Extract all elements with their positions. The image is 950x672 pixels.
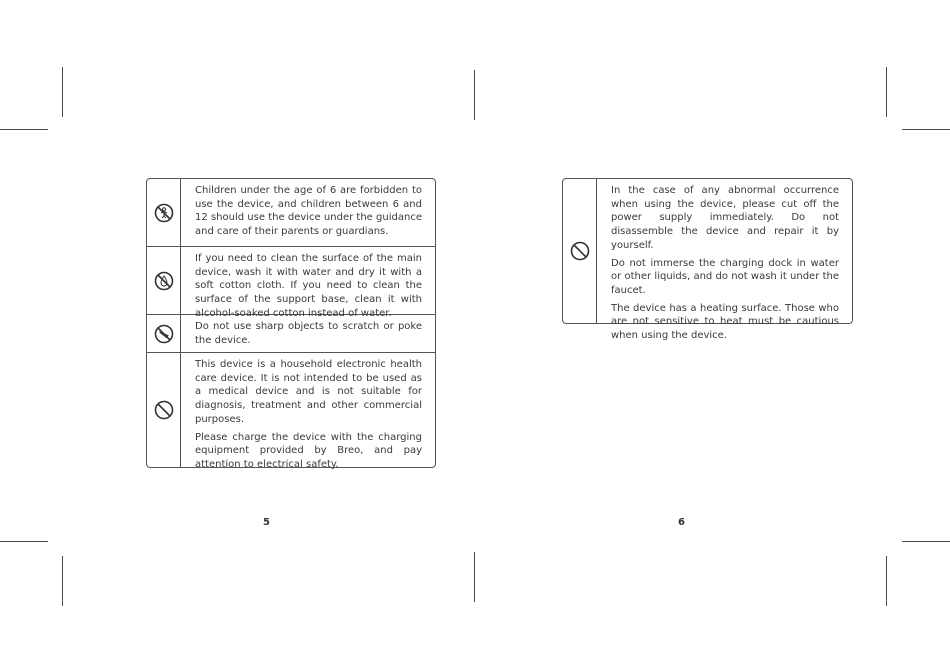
row-text: [181, 315, 435, 352]
crop-mark: [474, 552, 475, 602]
row-text: [181, 247, 435, 319]
crop-mark: [474, 70, 475, 120]
crop-mark: [886, 67, 887, 117]
paragraph: In the case of any abnormal occurrence when using the device, please cut off the power supply immediately. Do not disassemble the device and repair it by yourself.: [611, 185, 839, 251]
paragraph: If you need to clean the surface of the main device, wash it with water and dry it with a soft cotton cloth. If you need to clean the surface of the support base, clean it with alcohol-soaked cotton instead of water.: [195, 253, 422, 319]
crop-mark: [0, 129, 48, 130]
row-text: [181, 353, 435, 470]
paragraph: Please charge the device with the charging equipment provided by Breo, and pay attention to electrical safety.: [195, 431, 422, 470]
table-row: [147, 179, 435, 247]
no-children-icon: [147, 179, 181, 246]
crop-mark: [62, 556, 63, 606]
crop-mark: [902, 129, 950, 130]
crop-mark: [902, 541, 950, 542]
page-number: 6: [678, 517, 685, 528]
paragraph: Children under the age of 6 are forbidden to use the device, and children between 6 and 12 should use the device under the guidance and care of their parents or guardians.: [195, 185, 422, 238]
table-row: [563, 179, 852, 342]
table-row: [147, 353, 435, 470]
crop-mark: [886, 556, 887, 606]
prohibited-icon: [147, 353, 181, 467]
row-text: [597, 179, 852, 342]
table-row: [147, 315, 435, 353]
safety-table-left: [146, 178, 436, 468]
crop-mark: [62, 67, 63, 117]
paragraph: This device is a household electronic health care device. It is not intended to be used as a medical device and is not suitable for diagnosis, treatment and other commercial purposes.: [195, 359, 422, 425]
paragraph: The device has a heating surface. Those who are not sensitive to heat must be cautious when using the device.: [611, 302, 839, 342]
crop-mark: [0, 541, 48, 542]
paragraph: Do not immerse the charging dock in water or other liquids, and do not wash it under the faucet.: [611, 257, 839, 296]
row-text: [181, 179, 435, 246]
no-water-wash-icon: [147, 247, 181, 314]
paragraph: Do not use sharp objects to scratch or poke the device.: [195, 321, 422, 346]
no-sharp-objects-icon: [147, 315, 181, 352]
prohibited-icon: [563, 179, 597, 323]
safety-table-right: [562, 178, 853, 342]
page-number: 5: [263, 517, 270, 528]
table-row: [147, 247, 435, 319]
